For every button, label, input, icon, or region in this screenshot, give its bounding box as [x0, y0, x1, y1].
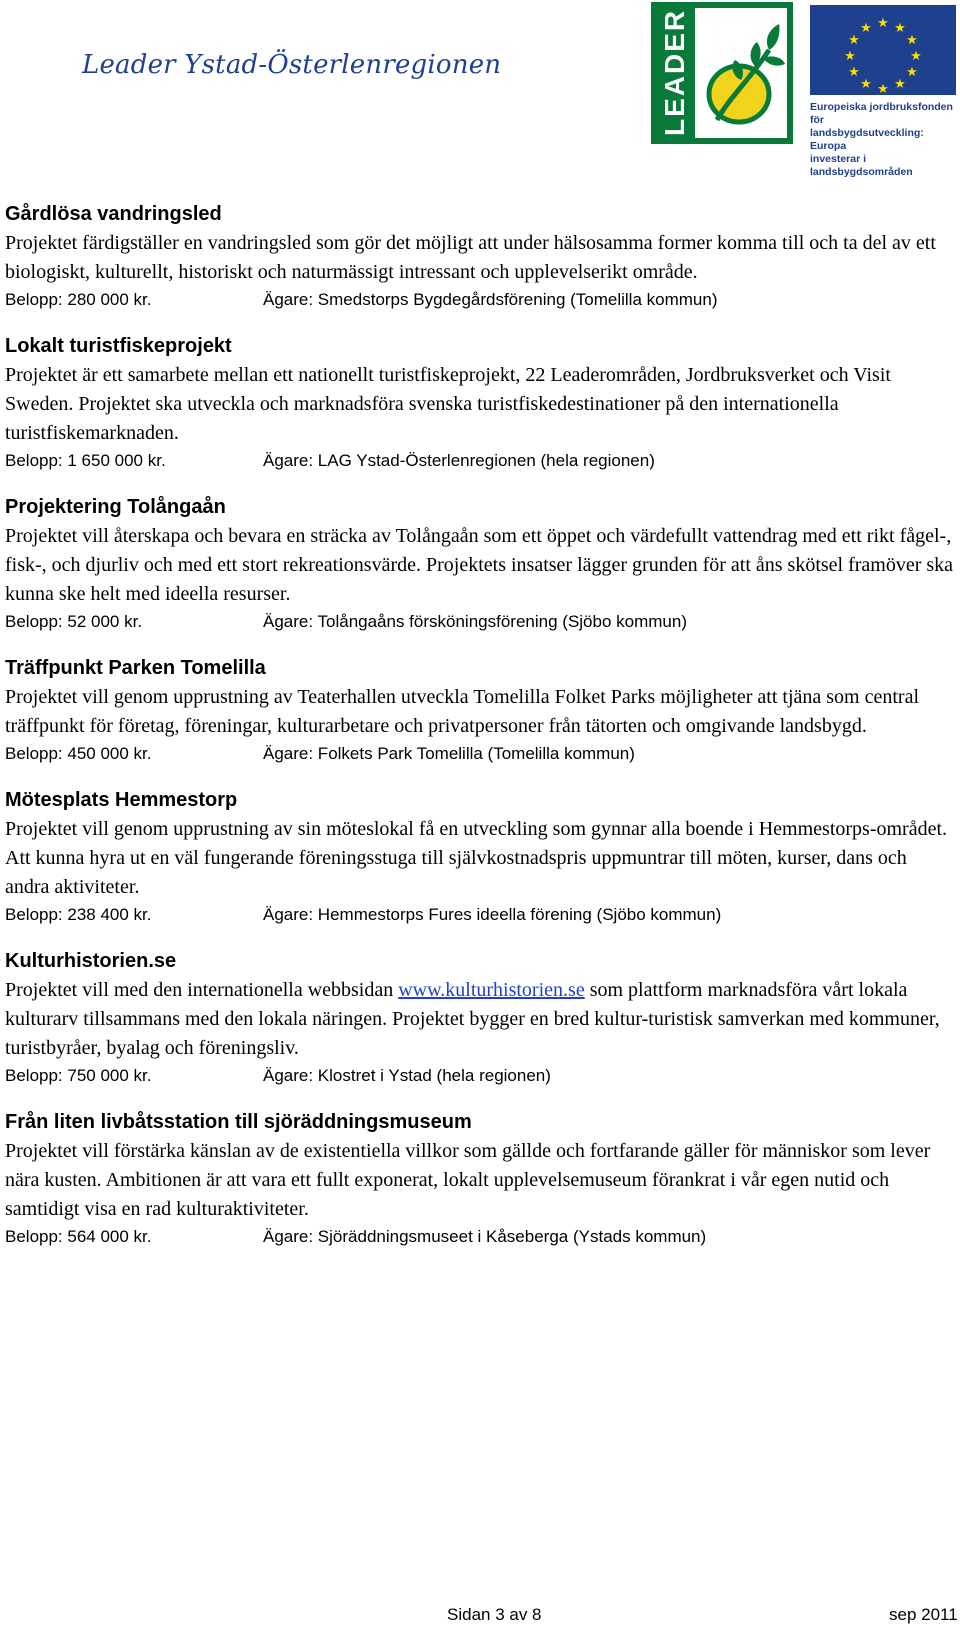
description-text: Projektet vill med den internationella webbsidan: [5, 979, 399, 1001]
kulturhistorien-link[interactable]: www.kulturhistorien.se: [398, 979, 585, 1001]
svg-text:★: ★: [906, 65, 918, 80]
project-amount: Belopp: 564 000 kr.: [5, 1227, 152, 1246]
project-meta: [5, 448, 955, 474]
project-title: Lokalt turistfiskeprojekt: [5, 335, 232, 357]
svg-text:★: ★: [844, 49, 856, 64]
svg-text:★: ★: [848, 33, 860, 48]
project-owner: Ägare: Folkets Park Tomelilla (Tomelilla kommun): [263, 744, 635, 763]
project-title: Träffpunkt Parken Tomelilla: [5, 657, 266, 679]
project-item: [5, 1108, 955, 1250]
project-title: Mötesplats Hemmestorp: [5, 789, 238, 811]
project-owner: Ägare: Tolångaåns försköningsförening (Sjöbo kommun): [263, 612, 687, 631]
project-item: [5, 654, 955, 767]
project-owner: Ägare: LAG Ystad-Österlenregionen (hela regionen): [263, 451, 655, 470]
project-meta: [5, 1063, 955, 1089]
project-item: [5, 332, 955, 474]
svg-text:★: ★: [877, 16, 889, 31]
leader-logo: [651, 2, 793, 144]
project-owner: Ägare: Smedstorps Bygdegårdsförening (Tomelilla kommun): [263, 290, 718, 309]
svg-text:★: ★: [894, 77, 906, 92]
project-description: Projektet vill genom upprustning av Teaterhallen utveckla Tomelilla Folket Parks möjligheter att tjäna som central träffpunkt för företag, föreningar, kulturarbetare och privatpersoner från tätorten och omgivande landsbygd.: [5, 686, 920, 737]
project-description: [5, 976, 955, 1063]
project-meta: [5, 609, 955, 635]
svg-text:★: ★: [860, 21, 872, 36]
project-list: [5, 200, 955, 1269]
svg-text:★: ★: [848, 65, 860, 80]
project-item: [5, 493, 955, 635]
svg-text:★: ★: [906, 33, 918, 48]
project-meta: [5, 287, 955, 313]
project-description: Projektet är ett samarbete mellan ett nationellt turistfiskeprojekt, 22 Leaderområden, Jordbruksverket och Visit Sweden. Projektet ska utveckla och marknadsföra svenska turistfiskedestinationer på den internationella turistfiskemarknaden.: [5, 364, 891, 444]
project-amount: Belopp: 750 000 kr.: [5, 1066, 152, 1085]
svg-text:★: ★: [910, 49, 922, 64]
project-owner: Ägare: Hemmestorps Fures ideella förening (Sjöbo kommun): [263, 905, 722, 924]
page-number: Sidan 3 av 8: [447, 1605, 542, 1624]
project-description: Projektet vill återskapa och bevara en sträcka av Tolångaån som ett öppet och värdefullt vattendrag med ett rikt fågel-, fisk-, och djurliv och med ett stort rekreationsvärde. Projektets insatser lägger grunden för att åns skötsel framöver ska kunna ske helt med ideella resurser.: [5, 525, 954, 605]
svg-text:★: ★: [860, 77, 872, 92]
eu-caption-line: investerar i landsbygdsområden: [810, 153, 913, 178]
project-amount: Belopp: 238 400 kr.: [5, 905, 152, 924]
eu-fund-caption: [810, 101, 960, 179]
project-owner: Ägare: Sjöräddningsmuseet i Kåseberga (Ystads kommun): [263, 1227, 707, 1246]
svg-text:★: ★: [894, 21, 906, 36]
project-meta: [5, 741, 955, 767]
project-description: Projektet vill genom upprustning av sin möteslokal få en utveckling som gynnar alla boende i Hemmestorps-området. Att kunna hyra ut en väl fungerande föreningsstuga till självkostnadspris uppmuntrar till möten, kurser, dans och andra aktiviteter.: [5, 818, 948, 898]
project-item: [5, 786, 955, 928]
project-title: Gårdlösa vandringsled: [5, 203, 222, 225]
project-description: Projektet färdigställer en vandringsled som gör det möjligt att under hälsosamma former komma till och ta del av ett biologiskt, kulturellt, historiskt och naturmässigt intressant och upplevelserikt område.: [5, 232, 936, 283]
project-owner: Ägare: Klostret i Ystad (hela regionen): [263, 1066, 551, 1085]
project-amount: Belopp: 280 000 kr.: [5, 290, 152, 309]
project-description: Projektet vill förstärka känslan av de existentiella villkor som gällde och fortfarande gäller för människor som lever nära kusten. Ambitionen är att vara ett fullt exponerat, lokalt upplevelsemuseum förankrat i vår egen nutid och samtidigt visa en rad kulturaktiviteter.: [5, 1140, 931, 1220]
project-amount: Belopp: 52 000 kr.: [5, 612, 143, 631]
project-amount: Belopp: 450 000 kr.: [5, 744, 152, 763]
project-meta: [5, 902, 955, 928]
leader-logo-text: LEADER: [659, 8, 690, 136]
project-item: [5, 947, 955, 1089]
project-item: [5, 200, 955, 313]
svg-text:★: ★: [877, 82, 889, 97]
eu-caption-line: landsbygdsutveckling: Europa: [810, 127, 924, 152]
page-header-title: Leader Ystad-Österlenregionen: [82, 50, 502, 80]
document-date: sep 2011: [889, 1605, 958, 1624]
project-title: Från liten livbåtsstation till sjöräddningsmuseum: [5, 1111, 472, 1133]
project-title: Projektering Tolångaån: [5, 496, 226, 518]
project-meta: [5, 1224, 955, 1250]
project-title: Kulturhistorien.se: [5, 950, 177, 972]
eu-caption-line: Europeiska jordbruksfonden för: [810, 101, 953, 126]
project-amount: Belopp: 1 650 000 kr.: [5, 451, 166, 470]
description-text: som plattform marknadsföra vårt lokala kulturarv tillsammans med den lokala näringen. Projektet bygger en bred kultur-turistisk samverkan med kommuner, turistbyråer, byalag och föreningsliv.: [5, 979, 940, 1059]
